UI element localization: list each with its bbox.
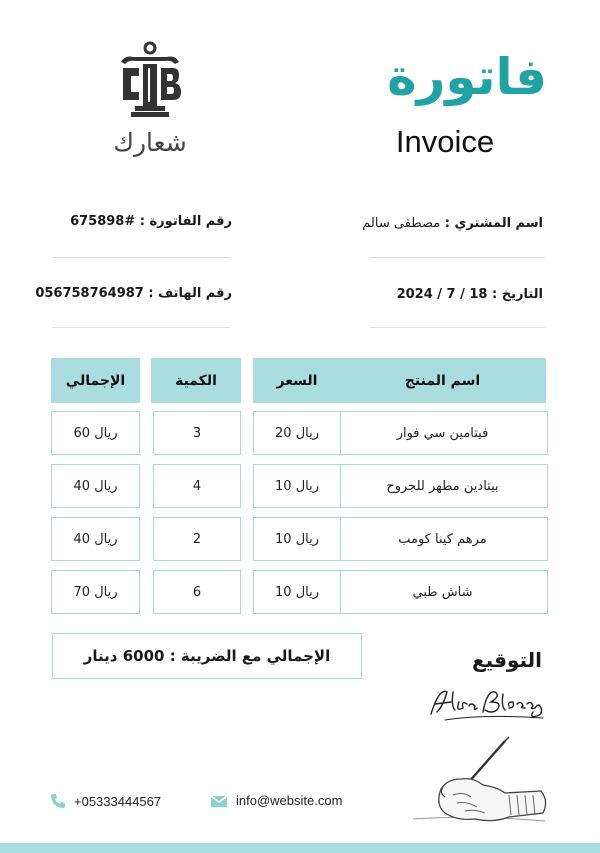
pillar-monogram-logo-icon [105, 40, 205, 120]
phone-label: رقم الهاتف : [148, 286, 232, 301]
cell-price: 10 ريال [253, 570, 341, 614]
cell-product: بيتادين مطهر للجروح [337, 464, 548, 508]
cell-product: شاش طبي [337, 570, 548, 614]
cell-quantity: 4 [153, 464, 241, 508]
header-quantity: الكمية [151, 358, 241, 403]
contact-email [210, 793, 342, 808]
divider [52, 327, 230, 328]
logo-text: شعارك [113, 128, 187, 157]
buyer-label: اسم المشتري : [444, 216, 543, 231]
header-product: اسم المنتج [339, 358, 546, 403]
cell-product: فيتامين سي فوار [337, 411, 548, 455]
divider [370, 257, 545, 258]
date-value: 2024 / 7 / 18 [396, 287, 488, 302]
cell-product: مرهم كينا كومب [337, 517, 548, 561]
cell-quantity: 2 [153, 517, 241, 561]
handwritten-signature [425, 684, 550, 726]
header-total: الإجمالي [51, 358, 140, 403]
email-text: info@website.com [236, 793, 343, 808]
cell-price: 20 ريال [253, 411, 341, 455]
cell-quantity: 3 [153, 411, 241, 455]
cell-total: 40 ريال [51, 464, 140, 508]
cell-price: 10 ريال [253, 464, 341, 508]
invoice-number-value: #675898 [70, 214, 136, 229]
total-with-tax: الإجمالي مع الضريبة : 6000 دينار [52, 633, 362, 679]
phone-value: 056758764987 [35, 286, 144, 301]
invoice-date [397, 287, 543, 302]
header-price: السعر [253, 358, 341, 403]
invoice-number [70, 214, 232, 229]
cell-total: 60 ريال [51, 411, 140, 455]
phone-text: +05333444567 [74, 793, 162, 809]
cell-price: 10 ريال [253, 517, 341, 561]
date-label: التاريخ : [492, 287, 543, 302]
signature-label: التوقيع [472, 648, 542, 672]
buyer-name [362, 216, 543, 231]
divider [52, 257, 230, 258]
phone-icon [50, 793, 66, 809]
cell-total: 40 ريال [51, 517, 140, 561]
cell-total: 70 ريال [51, 570, 140, 614]
company-logo [105, 40, 205, 120]
invoice-title-arabic: فاتورة [387, 48, 547, 106]
invoice-number-label: رقم الفاتورة : [139, 214, 232, 229]
hand-with-pen-illustration [405, 735, 555, 827]
cell-quantity: 6 [153, 570, 241, 614]
contact-phone [50, 793, 161, 809]
invoice-title-english: Invoice [395, 124, 495, 159]
footer-bar [0, 843, 600, 853]
divider [370, 327, 545, 328]
envelope-icon [210, 794, 228, 808]
buyer-value: مصطفى سالم [362, 216, 441, 231]
phone-number [35, 286, 232, 301]
